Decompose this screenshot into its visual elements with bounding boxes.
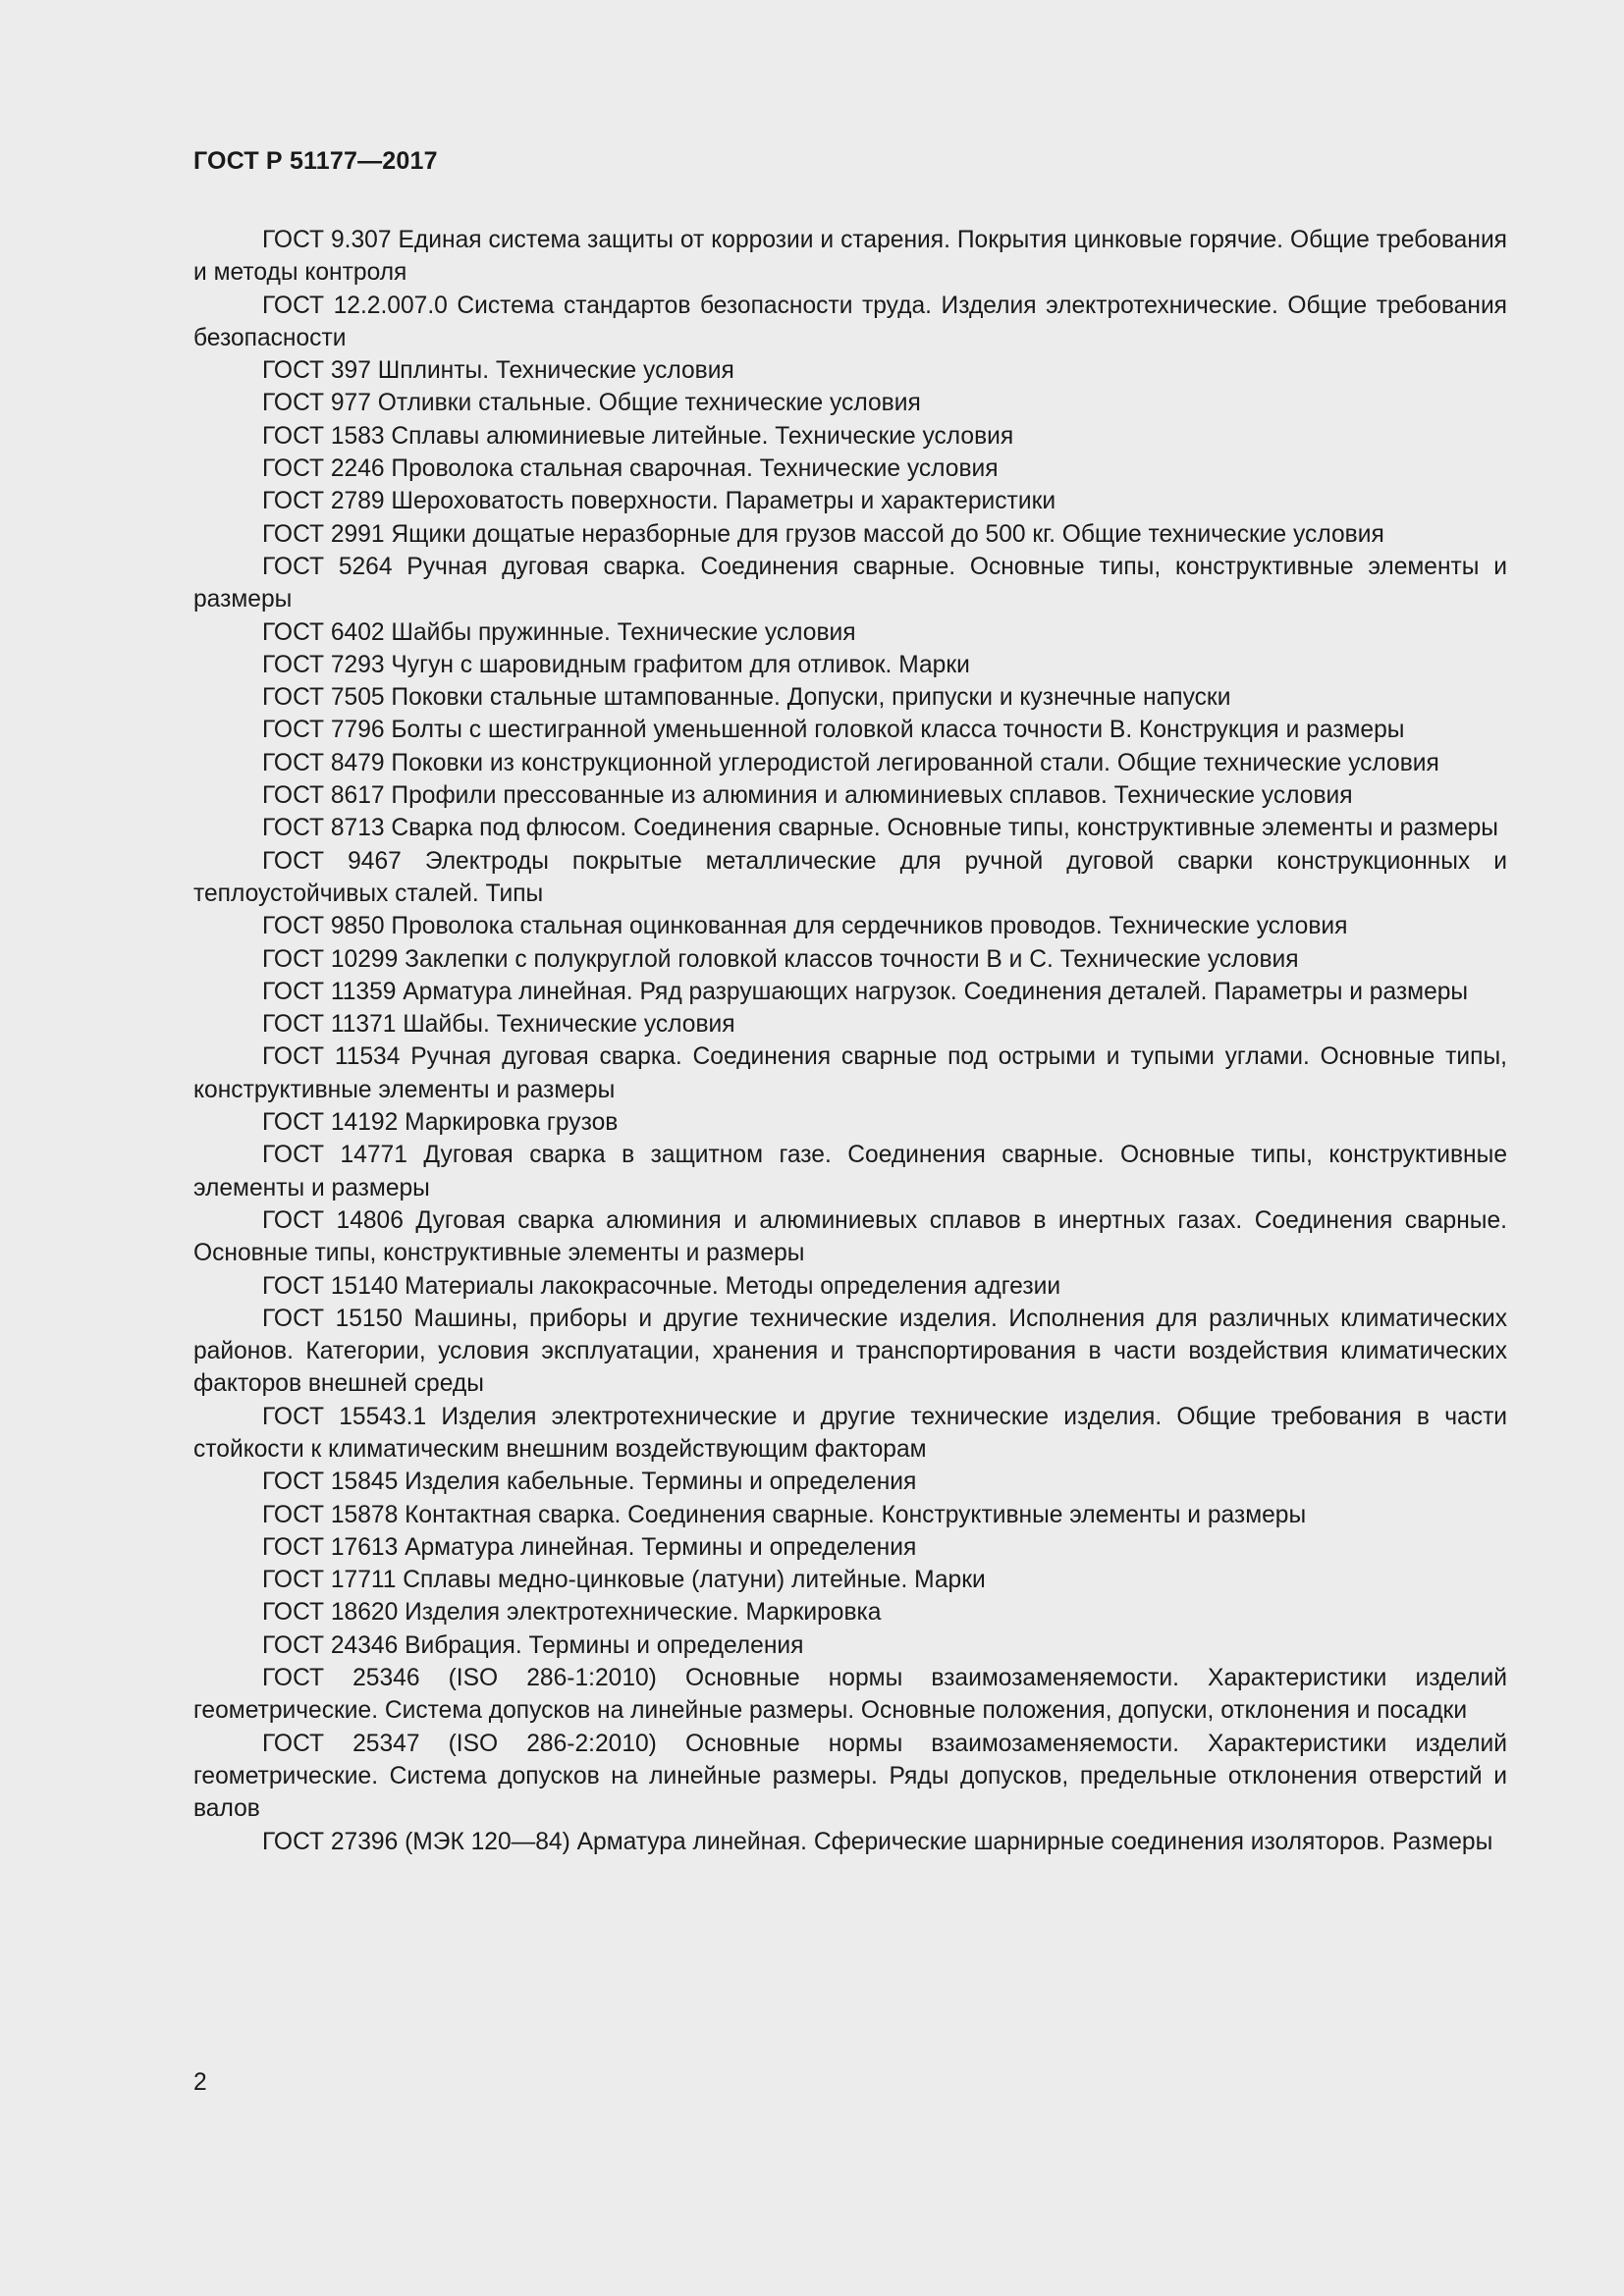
reference-item: ГОСТ 9850 Проволока стальная оцинкованная для сердечников проводов. Технические условия [262, 913, 1348, 940]
reference-item: ГОСТ 9467 Электроды покрытые металлические для ручной дуговой сварки конструкционных и теплоустойчивых сталей. Типы [193, 847, 1507, 907]
reference-item: ГОСТ 25346 (ISO 286-1:2010) Основные нормы взаимозаменяемости. Характеристики изделий геометрические. Система допусков на линейные размеры. Основные положения, допуски, отклонения и посадки [193, 1665, 1507, 1725]
reference-item: ГОСТ 7796 Болты с шестигранной уменьшенной головкой класса точности В. Конструкция и размеры [262, 717, 1405, 744]
reference-item: ГОСТ 9.307 Единая система защиты от коррозии и старения. Покрытия цинковые горячие. Общие требования и методы контроля [193, 227, 1507, 287]
reference-item: ГОСТ 18620 Изделия электротехнические. Маркировка [262, 1599, 882, 1627]
reference-item: ГОСТ 397 Шплинты. Технические условия [262, 357, 734, 385]
reference-item: ГОСТ 1583 Сплавы алюминиевые литейные. Технические условия [262, 422, 1014, 450]
reference-item: ГОСТ 17613 Арматура линейная. Термины и определения [262, 1533, 917, 1561]
reference-item: ГОСТ 14771 Дуговая сварка в защитном газе. Соединения сварные. Основные типы, конструктивные элементы и размеры [193, 1142, 1507, 1201]
reference-item: ГОСТ 15140 Материалы лакокрасочные. Методы определения адгезии [262, 1272, 1061, 1300]
reference-item: ГОСТ 11359 Арматура линейная. Ряд разрушающих нагрузок. Соединения деталей. Параметры и размеры [262, 978, 1469, 1005]
reference-item: ГОСТ 10299 Заклепки с полукруглой головкой классов точности В и С. Технические условия [262, 945, 1299, 973]
reference-item: ГОСТ 2991 Ящики дощатые неразборные для грузов массой до 500 кг. Общие технические условия [262, 520, 1384, 548]
page-number: 2 [193, 2069, 207, 2096]
reference-item: ГОСТ 977 Отливки стальные. Общие технические условия [262, 390, 921, 417]
reference-item: ГОСТ 14192 Маркировка грузов [262, 1109, 619, 1137]
reference-item: ГОСТ 11534 Ручная дуговая сварка. Соединения сварные под острыми и тупыми углами. Основные типы, конструктивные элементы и размеры [193, 1043, 1507, 1103]
reference-item: ГОСТ 11371 Шайбы. Технические условия [262, 1011, 735, 1039]
reference-item: ГОСТ 6402 Шайбы пружинные. Технические условия [262, 618, 856, 646]
reference-item: ГОСТ 8479 Поковки из конструкционной углеродистой легированной стали. Общие технические условия [262, 749, 1439, 776]
reference-item: ГОСТ 15150 Машины, приборы и другие технические изделия. Исполнения для различных климатических районов. Категории, условия эксплуатации, хранения и транспортирования в части воздействия климатических факторов внешней среды [193, 1305, 1507, 1398]
reference-item: ГОСТ 8713 Сварка под флюсом. Соединения сварные. Основные типы, конструктивные элементы и размеры [262, 815, 1498, 842]
reference-item: ГОСТ 25347 (ISO 286-2:2010) Основные нормы взаимозаменяемости. Характеристики изделий геометрические. Система допусков на линейные размеры. Ряды допусков, предельные отклонения отверстий и валов [193, 1730, 1507, 1823]
reference-item: ГОСТ 15878 Контактная сварка. Соединения сварные. Конструктивные элементы и размеры [262, 1501, 1307, 1528]
reference-item: ГОСТ 24346 Вибрация. Термины и определения [262, 1631, 804, 1659]
reference-item: ГОСТ 2789 Шероховатость поверхности. Параметры и характеристики [262, 488, 1056, 515]
document-header: ГОСТ Р 51177—2017 [193, 147, 438, 175]
reference-item: ГОСТ 17711 Сплавы медно-цинковые (латуни) литейные. Марки [262, 1567, 986, 1594]
normative-references-list [193, 224, 1507, 1858]
reference-item: ГОСТ 12.2.007.0 Система стандартов безопасности труда. Изделия электротехнические. Общие требования безопасности [193, 292, 1507, 351]
reference-item: ГОСТ 15845 Изделия кабельные. Термины и определения [262, 1468, 917, 1496]
reference-item: ГОСТ 7505 Поковки стальные штампованные. Допуски, припуски и кузнечные напуски [262, 684, 1231, 712]
reference-item: ГОСТ 2246 Проволока стальная сварочная. Технические условия [262, 455, 999, 483]
reference-item: ГОСТ 27396 (МЭК 120—84) Арматура линейная. Сферические шарнирные соединения изоляторов. Размеры [262, 1828, 1493, 1855]
reference-item: ГОСТ 5264 Ручная дуговая сварка. Соединения сварные. Основные типы, конструктивные элементы и размеры [193, 553, 1507, 614]
reference-item: ГОСТ 14806 Дуговая сварка алюминия и алюминиевых сплавов в инертных газах. Соединения сварные. Основные типы, конструктивные элементы и размеры [193, 1206, 1507, 1267]
reference-item: ГОСТ 15543.1 Изделия электротехнические и другие технические изделия. Общие требования в части стойкости к климатическим внешним воздействующим факторам [193, 1403, 1507, 1463]
reference-item: ГОСТ 7293 Чугун с шаровидным графитом для отливок. Марки [262, 651, 970, 678]
reference-item: ГОСТ 8617 Профили прессованные из алюминия и алюминиевых сплавов. Технические условия [262, 782, 1353, 810]
